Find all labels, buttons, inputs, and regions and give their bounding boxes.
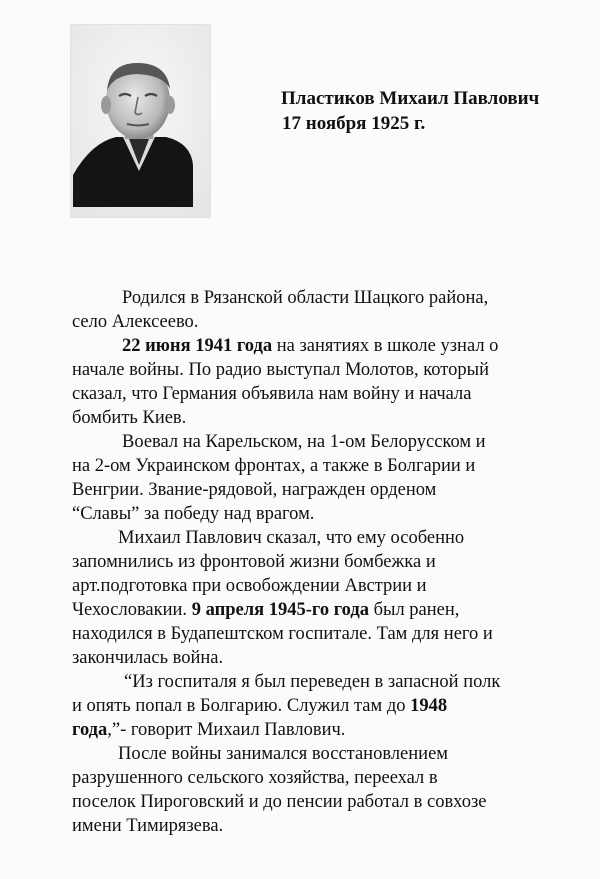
bold-date-text: 9 апреля 1945-го года [191,600,369,620]
text-run: разрушенного сельского хозяйства, переехал в [72,768,438,788]
text-run: закончилась война. [72,648,224,668]
text-line [72,742,582,766]
text-line [72,550,582,574]
text-run: имени Тимирязева. [72,816,224,836]
person-name: Пластиков Михаил Павлович [281,88,540,109]
text-line [72,334,582,358]
text-run: бомбить Киев. [72,408,187,428]
text-run: на занятиях в школе узнал о [272,336,499,356]
text-line [72,598,582,622]
text-run: был ранен, [368,600,460,620]
text-line [72,814,582,838]
text-run: ,”- говорит Михаил Павлович. [107,720,346,740]
text-line [72,406,582,430]
text-line [72,622,582,646]
text-line [72,286,582,310]
text-run: Чехословакии. [72,600,192,620]
text-line [72,790,582,814]
text-line [72,382,582,406]
text-run: поселок Пироговский и до пенсии работал в совхозе [72,792,487,812]
text-run: “Славы” за победу над врагом. [72,504,315,524]
text-run: Михаил Павлович сказал, что ему особенно [118,528,465,548]
biography-text [72,286,582,838]
text-line [72,670,582,694]
bold-date-text: года [72,720,108,740]
text-line [72,646,582,670]
text-line [72,526,582,550]
text-run: После войны занимался восстановлением [118,744,448,764]
bold-date-text: 1948 [410,696,448,716]
portrait-image [71,25,210,217]
text-line [72,430,582,454]
portrait-photo [70,24,211,218]
bold-date-text: 22 июня 1941 года [122,336,273,356]
header-block [281,86,539,136]
birth-date: 17 ноября 1925 г. [282,113,426,134]
text-run: арт.подготовка при освобождении Австрии и [72,576,427,596]
text-run: село Алексеево. [72,312,199,332]
text-run: запомнились из фронтовой жизни бомбежка и [72,552,436,572]
text-run: Воевал на Карельском, на 1-ом Белорусском и [122,432,486,452]
text-run: “Из госпиталя я был переведен в запасной полк [124,672,501,692]
text-line [72,454,582,478]
text-run: Венгрии. Звание-рядовой, награжден орденом [72,480,437,500]
text-run: и опять попал в Болгарию. Служил там до [72,696,411,716]
text-line [72,694,582,718]
text-run: Родился в Рязанской области Шацкого района, [122,288,489,308]
text-run: на 2-ом Украинском фронтах, а также в Болгарии и [72,456,476,476]
text-line [72,502,582,526]
text-line [72,574,582,598]
text-line [72,310,582,334]
text-run: начале войны. По радио выступал Молотов, который [72,360,489,380]
text-line [72,478,582,502]
text-run: находился в Будапештском госпитале. Там для него и [72,624,493,644]
text-line [72,358,582,382]
text-line [72,766,582,790]
text-line [72,718,582,742]
text-run: сказал, что Германия объявила нам войну и начала [72,384,472,404]
